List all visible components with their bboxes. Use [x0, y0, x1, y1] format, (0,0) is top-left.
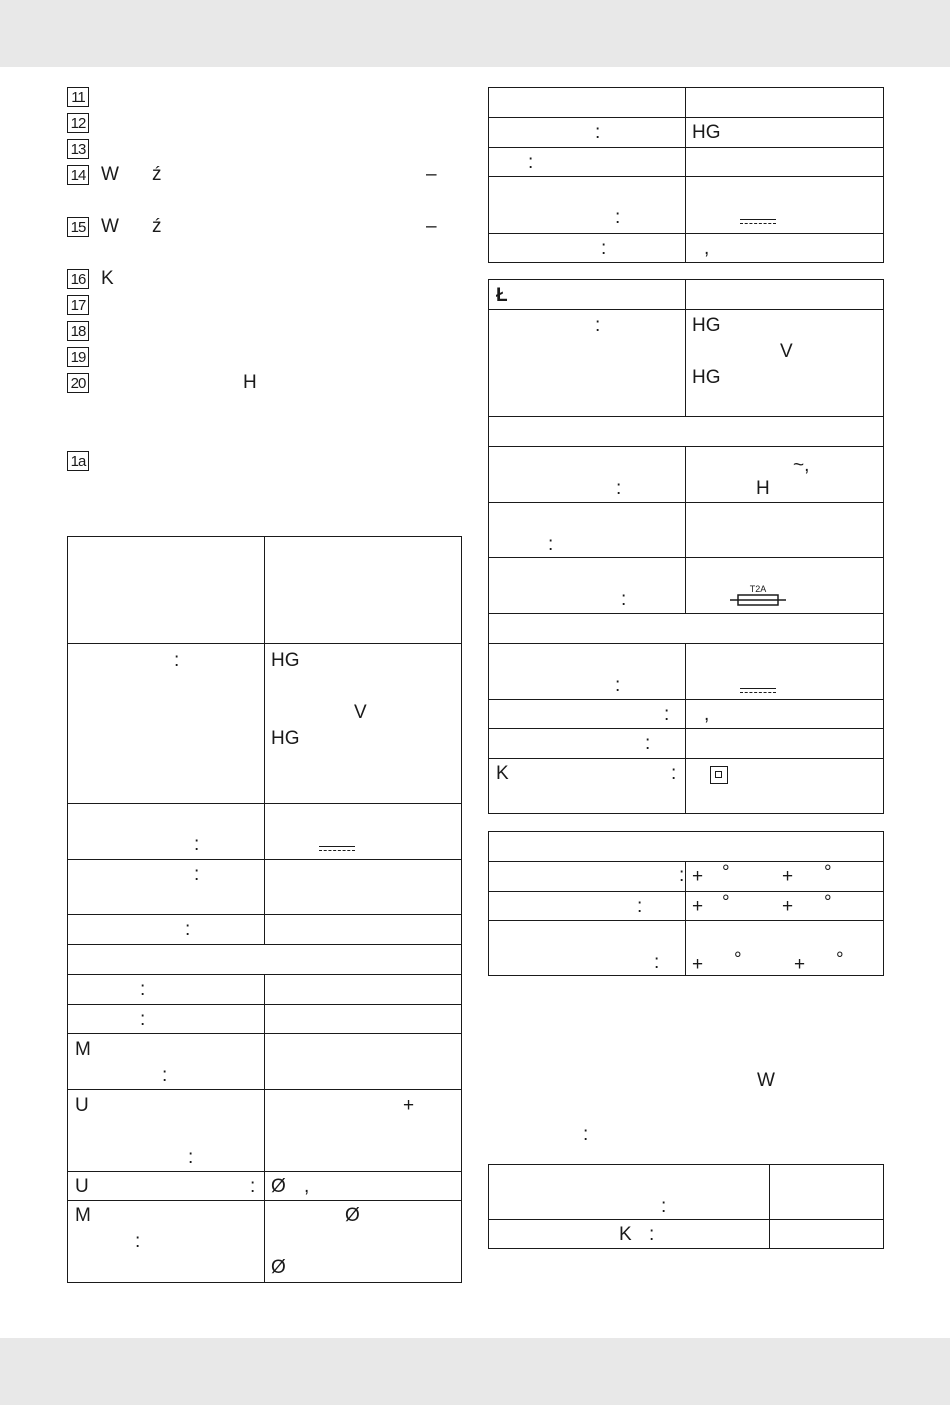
cell-text: :	[185, 919, 191, 940]
fuse-label: T2A	[749, 584, 767, 594]
legend-number: 18	[67, 321, 89, 341]
dc-symbol-icon	[319, 846, 355, 851]
table-cell	[686, 644, 884, 700]
cell-text: K	[619, 1224, 632, 1245]
cell-text: M	[75, 1039, 91, 1060]
table-cell	[265, 1201, 462, 1283]
cell-text: Ø	[271, 1257, 286, 1278]
cell-text: :	[637, 896, 643, 917]
table-cell	[68, 1201, 265, 1283]
cell-text: +	[692, 896, 704, 917]
cell-text: HG	[692, 122, 721, 143]
cell-text: Ø	[345, 1205, 360, 1226]
cell-text: :	[188, 1147, 194, 1168]
table-cell	[686, 234, 884, 263]
legend-text: W	[101, 216, 119, 237]
table-cell	[686, 729, 884, 759]
table-cell	[489, 614, 884, 644]
table-cell	[265, 860, 462, 915]
cell-text: :	[140, 979, 146, 1000]
table-cell	[489, 729, 686, 759]
legend-text: –	[426, 216, 437, 237]
legend-number: 17	[67, 295, 89, 315]
table-cell	[68, 804, 265, 860]
cell-text: °	[722, 862, 730, 883]
legend-text: –	[426, 164, 437, 185]
cell-text: °	[824, 892, 832, 913]
cell-text: Ł	[496, 285, 508, 306]
table-cell	[68, 975, 265, 1005]
table-cell	[770, 1220, 884, 1249]
cell-text: :	[528, 152, 534, 173]
table-cell	[489, 700, 686, 729]
cell-text: :	[250, 1176, 256, 1197]
table-cell	[489, 503, 686, 558]
table-cell	[265, 975, 462, 1005]
cell-text: HG	[692, 367, 721, 388]
footer-band	[0, 1338, 950, 1405]
protection-class-icon	[710, 766, 728, 784]
table-cell	[68, 1172, 265, 1201]
table-cell	[489, 280, 686, 310]
table-cell	[265, 915, 462, 945]
table-cell	[489, 832, 884, 862]
cell-text: K	[496, 763, 509, 784]
spec-table-right-2	[488, 279, 884, 814]
legend-text: ź	[152, 216, 162, 237]
table-cell	[686, 280, 884, 310]
table-cell	[68, 860, 265, 915]
fuse-icon	[730, 582, 786, 608]
table-cell	[265, 1034, 462, 1090]
cell-text: °	[734, 949, 742, 970]
spec-table-right-1	[488, 87, 884, 263]
cell-text: :	[135, 1231, 141, 1252]
table-cell	[489, 148, 686, 177]
cell-text: °	[824, 862, 832, 883]
table-cell	[686, 921, 884, 976]
table-cell	[265, 1172, 462, 1201]
legend-text: H	[243, 372, 257, 393]
table-cell	[265, 644, 462, 804]
legend-number: 19	[67, 347, 89, 367]
table-cell	[489, 921, 686, 976]
header-band	[0, 0, 950, 67]
cell-text: HG	[692, 315, 721, 336]
legend-number: 12	[67, 113, 89, 133]
cell-text: M	[75, 1205, 91, 1226]
dc-symbol-icon	[740, 219, 776, 224]
cell-text: :	[679, 865, 685, 886]
cell-text: °	[836, 949, 844, 970]
cell-text: :	[194, 834, 200, 855]
cell-text: ~,	[793, 455, 810, 476]
table-cell	[686, 118, 884, 148]
table-cell	[489, 862, 686, 892]
cell-text: :	[649, 1224, 655, 1245]
table-cell	[686, 503, 884, 558]
table-cell	[686, 759, 884, 814]
cell-text: :	[661, 1196, 667, 1217]
table-cell	[686, 558, 884, 614]
cell-text: Ø	[271, 1176, 286, 1197]
cell-text: ,	[704, 238, 710, 259]
table-cell	[489, 759, 686, 814]
table-cell	[265, 804, 462, 860]
table-cell	[68, 1005, 265, 1034]
legend-text: W	[101, 164, 119, 185]
cell-text: :	[140, 1009, 146, 1030]
cell-text: :	[194, 864, 200, 885]
paragraph-colon: :	[583, 1124, 589, 1145]
table-cell	[489, 644, 686, 700]
spec-table-left	[67, 536, 462, 1283]
cell-text: :	[595, 122, 601, 143]
cell-text	[319, 838, 355, 860]
cell-text: :	[162, 1065, 168, 1086]
cell-text: °	[722, 892, 730, 913]
table-cell	[686, 310, 884, 417]
paragraph-letter: W	[757, 1070, 775, 1091]
table-cell	[68, 915, 265, 945]
table-cell	[686, 447, 884, 503]
legend-text: K	[101, 268, 114, 289]
cell-text: +	[794, 954, 806, 975]
cell-text: +	[692, 954, 704, 975]
legend-number: 11	[67, 87, 89, 107]
table-cell	[489, 310, 686, 417]
table-cell	[489, 447, 686, 503]
cell-text: +	[782, 896, 794, 917]
table-cell	[68, 537, 265, 644]
cell-text: :	[654, 952, 660, 973]
cell-text: :	[615, 675, 621, 696]
table-cell	[686, 862, 884, 892]
table-cell	[489, 892, 686, 921]
table-cell	[489, 88, 686, 118]
cell-text: :	[615, 207, 621, 228]
table-cell	[489, 177, 686, 234]
legend-number: 1a	[67, 451, 89, 471]
table-cell	[686, 177, 884, 234]
dc-symbol-icon	[740, 688, 776, 693]
cell-text: +	[692, 866, 704, 887]
cell-text: HG	[271, 650, 300, 671]
spec-table-right-3	[488, 831, 884, 976]
cell-text: V	[780, 341, 793, 362]
table-cell	[686, 892, 884, 921]
table-cell	[68, 644, 265, 804]
table-cell	[686, 88, 884, 118]
legend-number: 16	[67, 269, 89, 289]
table-cell	[489, 118, 686, 148]
cell-text: H	[756, 478, 770, 499]
legend-number: 15	[67, 217, 89, 237]
table-cell	[68, 1090, 265, 1172]
table-cell	[68, 1034, 265, 1090]
legend-number: 13	[67, 139, 89, 159]
table-cell	[686, 700, 884, 729]
table-cell	[770, 1165, 884, 1220]
cell-text: :	[601, 238, 607, 259]
cell-text	[740, 211, 776, 233]
table-cell	[489, 1220, 770, 1249]
cell-text: :	[621, 589, 627, 610]
cell-text: +	[403, 1095, 415, 1116]
cell-text: +	[782, 866, 794, 887]
cell-text: V	[354, 702, 367, 723]
cell-text: :	[595, 315, 601, 336]
cell-text: ,	[704, 704, 710, 725]
table-cell	[686, 148, 884, 177]
table-cell	[265, 1090, 462, 1172]
cell-text: :	[664, 704, 670, 725]
cell-text: :	[645, 733, 651, 754]
spec-table-right-4	[488, 1164, 884, 1249]
cell-text: ,	[304, 1176, 310, 1197]
legend-number: 14	[67, 165, 89, 185]
legend-text: ź	[152, 164, 162, 185]
table-cell	[489, 417, 884, 447]
cell-text: :	[174, 650, 180, 671]
cell-text: U	[75, 1095, 89, 1116]
cell-text: :	[616, 478, 622, 499]
cell-text: :	[671, 763, 677, 784]
legend-number: 20	[67, 373, 89, 393]
cell-text: :	[548, 534, 554, 555]
table-cell	[489, 234, 686, 263]
table-cell	[265, 1005, 462, 1034]
cell-text: U	[75, 1176, 89, 1197]
table-cell	[489, 1165, 770, 1220]
cell-text: HG	[271, 728, 300, 749]
table-cell	[265, 537, 462, 644]
table-cell	[68, 945, 462, 975]
table-cell	[489, 558, 686, 614]
